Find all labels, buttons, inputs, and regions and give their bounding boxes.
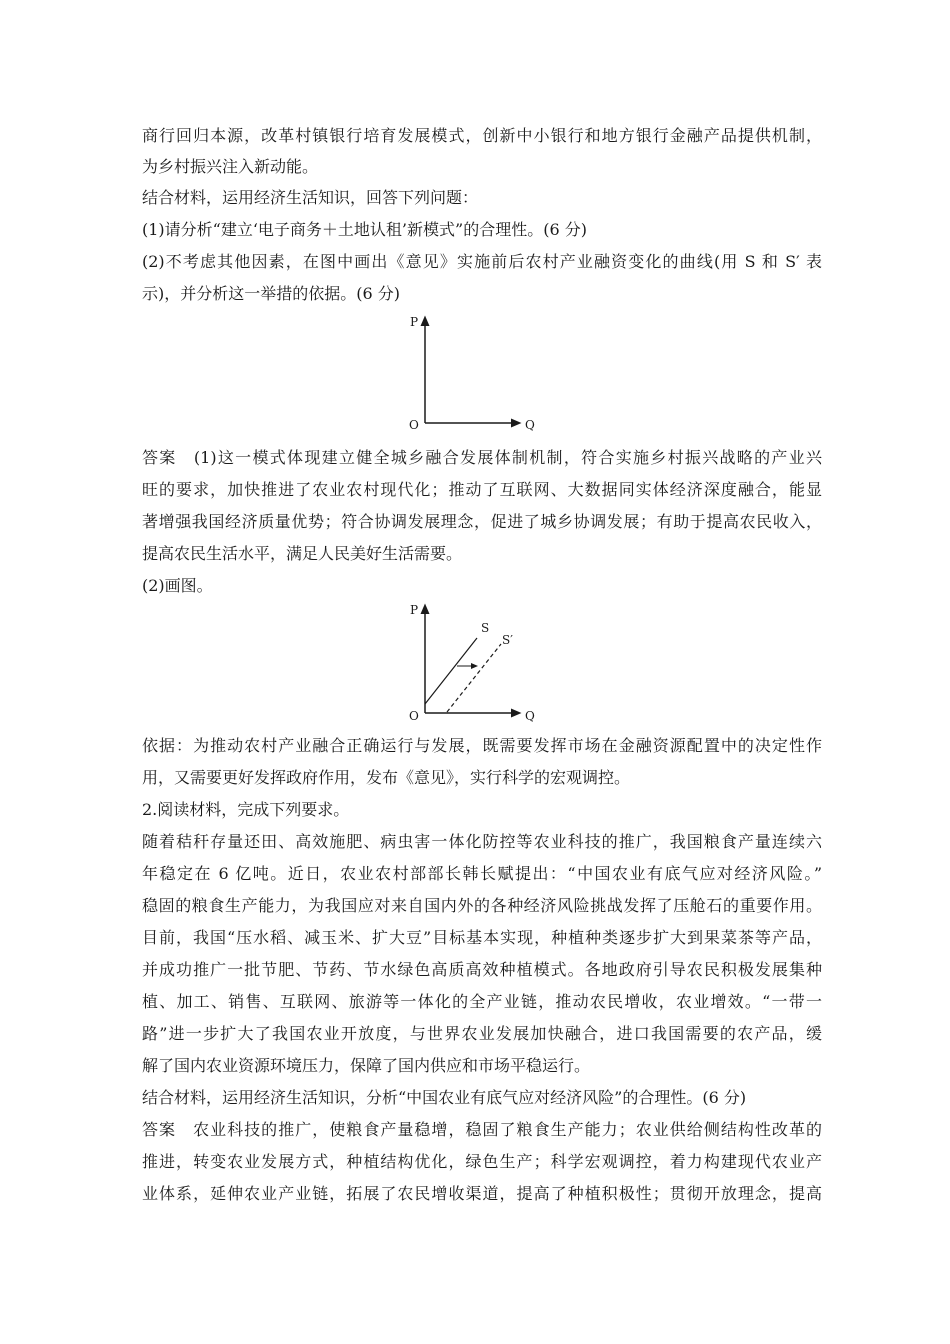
origin-label: O bbox=[409, 709, 419, 723]
answer-line: 推进，转变农业发展方式，种植结构优化，绿色生产；科学宏观调控，着力构建现代农业产 bbox=[142, 1152, 822, 1171]
supply-curve-s bbox=[425, 638, 477, 704]
answer-line: 旺的要求，加快推进了农业农村现代化；推动了互联网、大数据同实体经济深度融合，能显 bbox=[142, 480, 822, 499]
answer-line: 答案 (1)这一模式体现建立健全城乡融合发展体制机制，符合实施乡村振兴战略的产业兴 bbox=[142, 448, 822, 467]
supply-curve-s-prime bbox=[447, 644, 501, 712]
question-2: (2)不考虑其他因素，在图中画出《意见》实施前后农村产业融资变化的曲线(用 S 和 S′ 表 bbox=[142, 252, 822, 271]
origin-label: O bbox=[409, 418, 419, 432]
text-line: 植、加工、销售、互联网、旅游等一体化的全产业链，推动农民增收，农业增效。“一带一 bbox=[142, 992, 822, 1011]
text-line: 解了国内农业资源环境压力，保障了国内供应和市场平稳运行。 bbox=[142, 1056, 591, 1075]
q-axis-label: Q bbox=[525, 418, 535, 432]
text-line: 年稳定在 6 亿吨。近日，农业农村部部长韩长赋提出：“中国农业有底气应对经济风险。” bbox=[142, 864, 822, 883]
answer-line: (2)画图。 bbox=[142, 576, 213, 595]
text-line: 商行回归本源，改革村镇银行培育发展模式，创新中小银行和地方银行金融产品提供机制， bbox=[142, 126, 822, 145]
text-line: 依据：为推动农村产业融合正确运行与发展，既需要发挥市场在金融资源配置中的决定性作 bbox=[142, 736, 822, 755]
s-curve-label: S bbox=[481, 621, 490, 635]
answer-line: 著增强我国经济质量优势；符合协调发展理念，促进了城乡协调发展；有助于提高农民收入， bbox=[142, 512, 822, 531]
text-line: 并成功推广一批节肥、节药、节水绿色高质高效种植模式。各地政府引导农民积极发展集种 bbox=[142, 960, 822, 979]
supply-shift-graph bbox=[405, 600, 545, 729]
text-line: 示)，并分析这一举措的依据。(6 分) bbox=[142, 284, 400, 303]
blank-supply-graph bbox=[405, 312, 545, 436]
s-prime-curve-label: S′ bbox=[502, 633, 513, 647]
text-line: 为乡村振兴注入新动能。 bbox=[142, 157, 319, 176]
q-axis-label: Q bbox=[525, 709, 535, 723]
question-prompt: 结合材料，运用经济生活知识，分析“中国农业有底气应对经济风险”的合理性。(6 分) bbox=[142, 1088, 747, 1107]
text-line: 结合材料，运用经济生活知识，回答下列问题： bbox=[142, 188, 479, 207]
text-line: 随着秸秆存量还田、高效施肥、病虫害一体化防控等农业科技的推广，我国粮食产量连续六 bbox=[142, 832, 822, 851]
text-line: 用，又需要更好发挥政府作用，发布《意见》，实行科学的宏观调控。 bbox=[142, 768, 631, 787]
text-line: 目前，我国“压水稻、减玉米、扩大豆”目标基本实现，种植种类逐步扩大到果菜茶等产品， bbox=[142, 928, 822, 947]
answer-line: 提高农民生活水平，满足人民美好生活需要。 bbox=[142, 544, 463, 563]
answer-line: 答案 农业科技的推广，使粮食产量稳增，稳固了粮食生产能力；农业供给侧结构性改革的 bbox=[142, 1120, 822, 1139]
question-1: (1)请分析“建立‘电子商务＋土地认租’新模式”的合理性。(6 分) bbox=[142, 220, 587, 239]
p-axis-label: P bbox=[410, 315, 419, 329]
text-line: 稳固的粮食生产能力，为我国应对来自国内外的各种经济风险挑战发挥了压舱石的重要作用。 bbox=[142, 896, 822, 915]
answer-line: 业体系，延伸农业产业链，拓展了农民增收渠道，提高了种植积极性；贯彻开放理念，提高 bbox=[142, 1184, 822, 1203]
question-heading: 2.阅读材料，完成下列要求。 bbox=[142, 800, 350, 819]
p-axis-label: P bbox=[410, 603, 419, 617]
text-line: 路”进一步扩大了我国农业开放度，与世界农业发展加快融合，进口我国需要的农产品，缓 bbox=[142, 1024, 822, 1043]
